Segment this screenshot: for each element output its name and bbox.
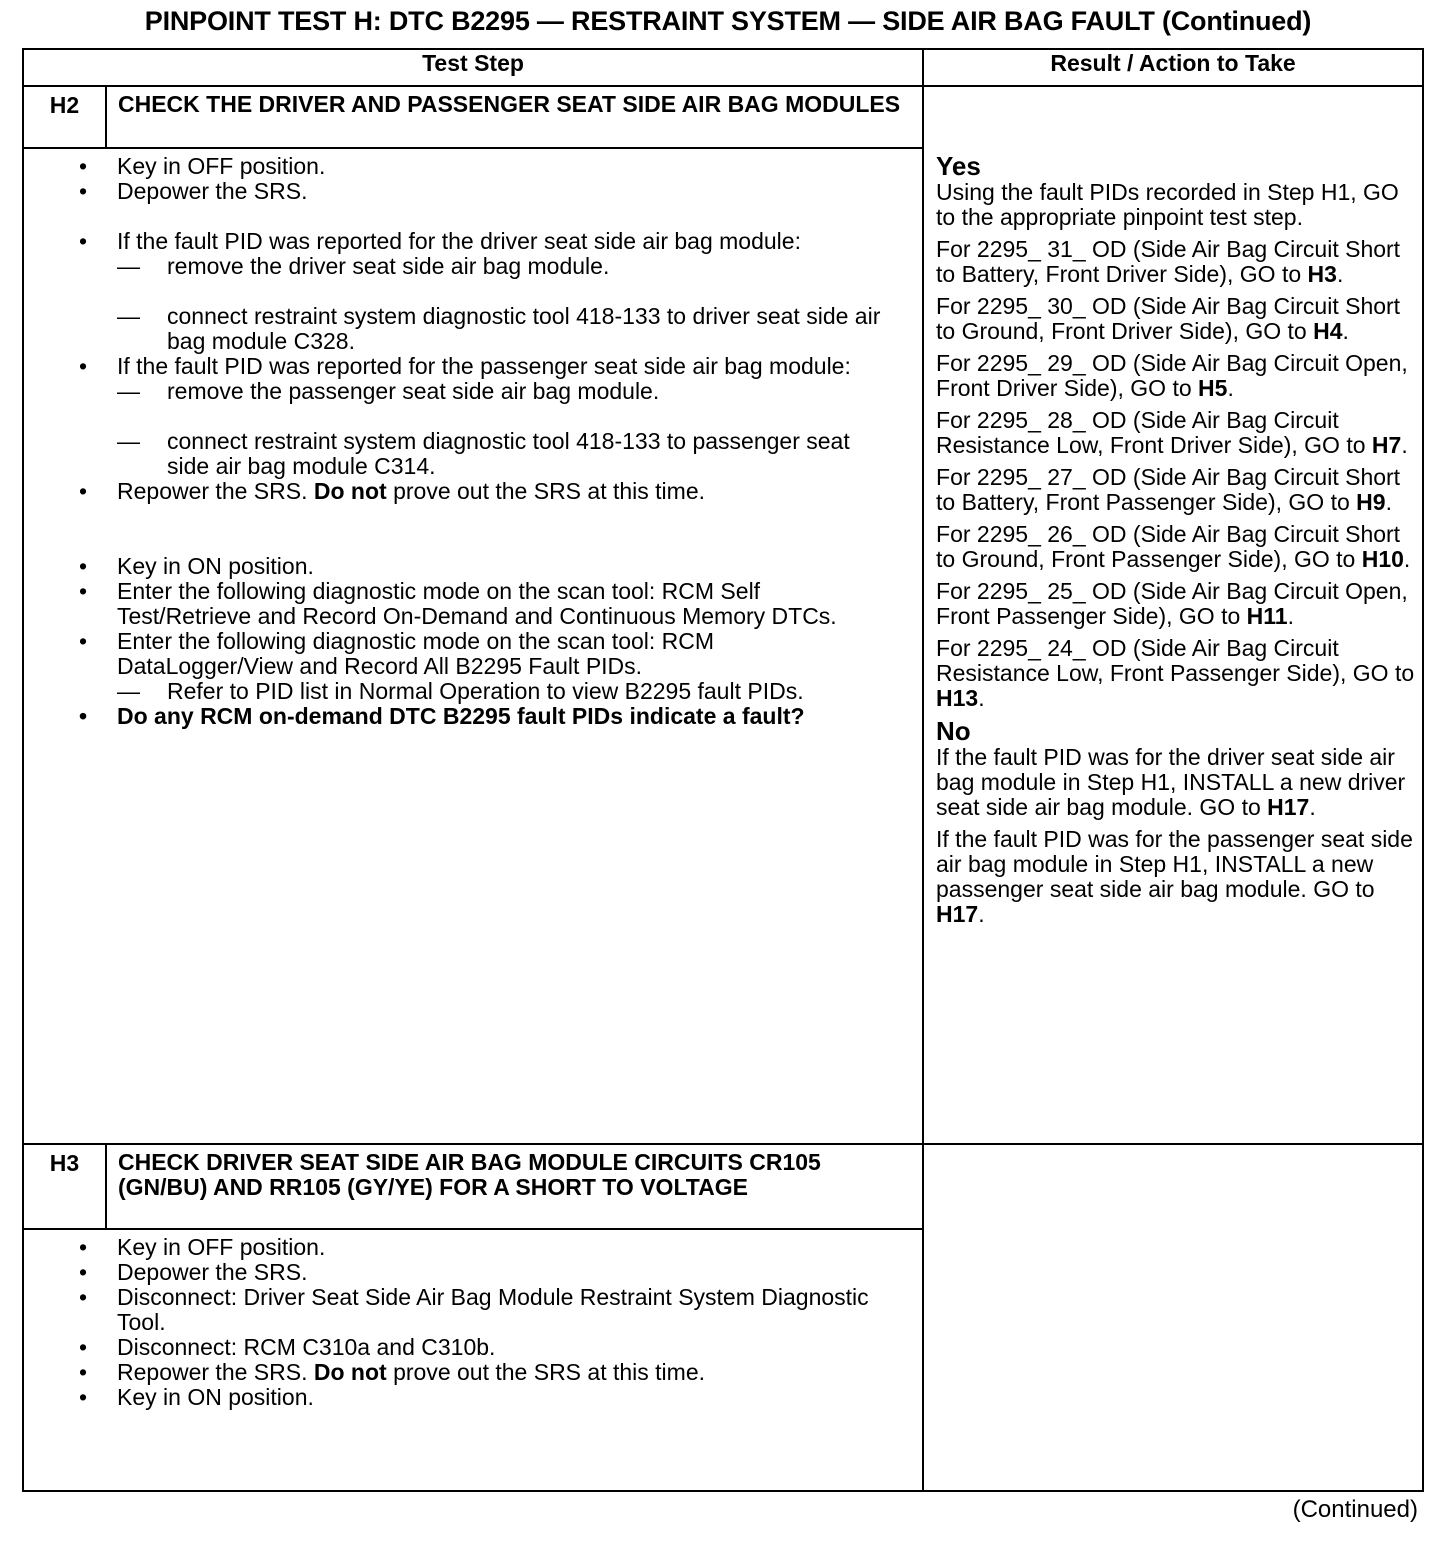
list-item: • Key in OFF position.	[117, 1235, 892, 1260]
result-entry: For 2295_ 28_ OD (Side Air Bag Circuit Resistance Low, Front Driver Side), GO to H7.	[936, 407, 1408, 458]
result-cell-h2	[923, 86, 1423, 1144]
list-item: — remove the passenger seat side air bag module.	[117, 379, 892, 404]
test-step-header: Test Step	[23, 49, 923, 86]
list-item: • If the fault PID was reported for the driver seat side air bag module:	[117, 229, 892, 254]
step-title-h3: CHECK DRIVER SEAT SIDE AIR BAG MODULE CIRCUITS CR105 (GN/BU) AND RR105 (GY/YE) FOR A SHORT TO VOLTAGE	[106, 1144, 923, 1229]
list-item: — Refer to PID list in Normal Operation to view B2295 fault PIDs.	[117, 679, 892, 704]
no-label: No	[936, 716, 971, 746]
result-entry: For 2295_ 30_ OD (Side Air Bag Circuit Short to Ground, Front Driver Side), GO to H4.	[936, 293, 1401, 344]
list-item: • Key in ON position.	[117, 1385, 892, 1410]
result-entry: If the fault PID was for the passenger seat side air bag module in Step H1, INSTALL a new passenger seat side air bag module. GO to H17.	[936, 826, 1413, 927]
list-item: • Key in ON position.	[117, 554, 892, 579]
step-title-h2: CHECK THE DRIVER AND PASSENGER SEAT SIDE AIR BAG MODULES	[106, 86, 923, 148]
result-entry: For 2295_ 26_ OD (Side Air Bag Circuit Short to Ground, Front Passenger Side), GO to H10.	[936, 521, 1411, 572]
result-entry: For 2295_ 25_ OD (Side Air Bag Circuit Open, Front Passenger Side), GO to H11.	[936, 578, 1408, 629]
list-item: • Do any RCM on-demand DTC B2295 fault PIDs indicate a fault?	[117, 704, 892, 729]
step-h3-title-row	[23, 1144, 1423, 1229]
list-item: • Depower the SRS.	[117, 1260, 892, 1285]
list-item: • Key in OFF position.	[117, 154, 892, 179]
page-title: PINPOINT TEST H: DTC B2295 — RESTRAINT SYSTEM — SIDE AIR BAG FAULT (Continued)	[144, 6, 1312, 36]
list-item: • Repower the SRS. Do not prove out the SRS at this time.	[117, 479, 892, 504]
list-item: • Enter the following diagnostic mode on the scan tool: RCM DataLogger/View and Record All B2295 Fault PIDs.	[117, 629, 892, 679]
step-body-h2	[23, 148, 923, 1144]
list-item: — remove the driver seat side air bag module.	[117, 254, 892, 279]
list-item: — connect restraint system diagnostic tool 418-133 to passenger seat side air bag module C314.	[117, 429, 892, 479]
result-entry: For 2295_ 31_ OD (Side Air Bag Circuit Short to Battery, Front Driver Side), GO to H3.	[936, 236, 1401, 287]
result-cell-h3	[923, 1144, 1423, 1491]
pinpoint-test-table	[22, 48, 1424, 1492]
result-entry: For 2295_ 29_ OD (Side Air Bag Circuit Open, Front Driver Side), GO to H5.	[936, 350, 1408, 401]
result-header: Result / Action to Take	[923, 49, 1423, 86]
table-header-row	[23, 49, 1423, 86]
result-entry: If the fault PID was for the driver seat side air bag module in Step H1, INSTALL a new driver seat side air bag module. GO to H17.	[936, 744, 1406, 820]
list-item: • Disconnect: Driver Seat Side Air Bag Module Restraint System Diagnostic Tool.	[117, 1285, 892, 1335]
yes-intro: Using the fault PIDs recorded in Step H1, GO to the appropriate pinpoint test step.	[936, 179, 1399, 230]
list-item: • Repower the SRS. Do not prove out the SRS at this time.	[117, 1360, 892, 1385]
list-item: • Disconnect: RCM C310a and C310b.	[117, 1335, 892, 1360]
step-h2-title-row	[23, 86, 1423, 148]
list-item: • If the fault PID was reported for the passenger seat side air bag module:	[117, 354, 892, 379]
continued-label: (Continued)	[1292, 1496, 1418, 1523]
list-item: • Enter the following diagnostic mode on the scan tool: RCM Self Test/Retrieve and Record On-Demand and Continuous Memory DTCs.	[117, 579, 892, 629]
list-item: — connect restraint system diagnostic tool 418-133 to driver seat side air bag module C328.	[117, 304, 892, 354]
step-id-h3: H3	[23, 1144, 106, 1229]
yes-label: Yes	[936, 151, 981, 181]
step-body-h3	[23, 1229, 923, 1491]
result-entry: For 2295_ 27_ OD (Side Air Bag Circuit Short to Battery, Front Passenger Side), GO to H9.	[936, 464, 1401, 515]
result-entry: For 2295_ 24_ OD (Side Air Bag Circuit Resistance Low, Front Passenger Side), GO to H13.	[936, 635, 1415, 711]
step-id-h2: H2	[23, 86, 106, 148]
list-item: • Depower the SRS.	[117, 179, 892, 204]
